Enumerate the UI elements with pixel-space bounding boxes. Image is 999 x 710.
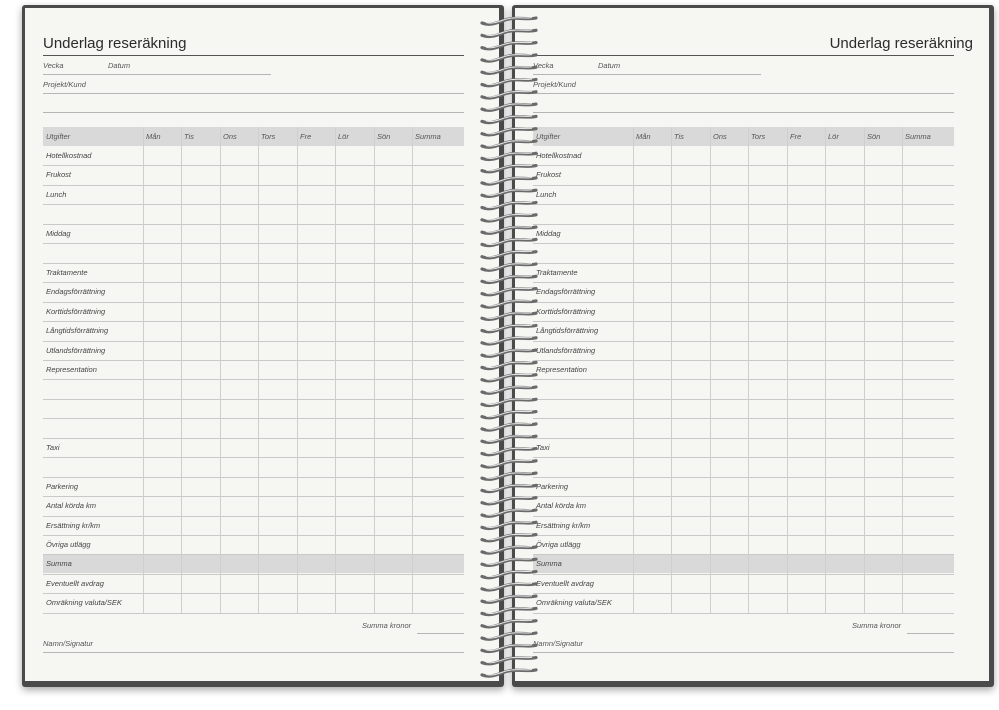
projekt-line[interactable] <box>533 93 954 94</box>
table-row[interactable] <box>43 554 464 555</box>
table-row-label: Övriga utlägg <box>46 540 91 549</box>
table-row-label: Eventuellt avdrag <box>46 578 104 588</box>
table-header-cell: Lör <box>828 132 839 141</box>
table-row[interactable] <box>533 341 954 342</box>
table-row[interactable] <box>533 457 954 458</box>
table-column-divider <box>412 127 413 613</box>
projekt-line-2[interactable] <box>43 112 464 113</box>
summa-kronor-line[interactable] <box>417 633 464 634</box>
table-row-label: Frukost <box>536 170 562 180</box>
table-row-label: Parkering <box>46 481 79 491</box>
table-header-cell: Utgifter <box>46 132 71 141</box>
vecka-label: Vecka <box>533 61 554 70</box>
notebook-page-left <box>25 8 499 681</box>
table-column-divider <box>671 127 672 613</box>
spiral-ring <box>482 165 536 172</box>
table-header-cell: Tis <box>674 132 684 141</box>
table-column-divider <box>258 127 259 613</box>
spiral-ring <box>482 288 536 295</box>
spiral-ring <box>482 30 536 37</box>
table-row-label: Summa <box>536 559 562 569</box>
spiral-ring <box>482 251 536 258</box>
table-row[interactable] <box>43 341 464 342</box>
table-column-divider <box>335 127 336 613</box>
table-row[interactable] <box>533 263 954 264</box>
spiral-ring <box>482 460 536 467</box>
spiral-ring <box>482 497 536 504</box>
spiral-ring <box>482 54 536 61</box>
table-row[interactable] <box>533 399 954 400</box>
spiral-ring <box>482 227 536 234</box>
spiral-ring <box>482 399 536 406</box>
table-row[interactable] <box>533 185 954 186</box>
spiral-ring <box>482 67 536 74</box>
spiral-ring <box>482 18 536 25</box>
table-column-divider <box>220 127 221 613</box>
table-row-label: Traktamente <box>46 267 88 277</box>
spiral-ring <box>482 104 536 111</box>
spiral-ring <box>482 190 536 197</box>
spiral-ring <box>482 350 536 357</box>
spiral-ring <box>482 239 536 246</box>
table-row-label: Omräkning valuta/SEK <box>46 598 122 608</box>
table-row-label: Ersättning kr/km <box>536 520 591 530</box>
table-header-cell: Utgifter <box>536 132 561 141</box>
table-header-cell: Ons <box>223 132 237 141</box>
spiral-ring <box>482 214 536 221</box>
table-row[interactable] <box>43 302 464 303</box>
datum-line[interactable] <box>43 74 271 75</box>
projekt-label: Projekt/Kund <box>43 80 86 89</box>
table-row[interactable] <box>533 418 954 419</box>
title-rule <box>533 55 954 56</box>
spiral-ring <box>482 620 536 627</box>
table-row[interactable] <box>533 360 954 361</box>
datum-label: Datum <box>598 61 621 70</box>
table-row-label: Utlandsförrättning <box>46 345 106 355</box>
table-row[interactable] <box>43 593 464 594</box>
spiral-ring <box>482 645 536 652</box>
table-row[interactable] <box>43 574 464 575</box>
table-row-label: Korttidsförrättning <box>536 306 596 316</box>
table-row-label: Lunch <box>536 189 557 199</box>
table-row[interactable] <box>533 204 954 205</box>
spiral-ring <box>482 141 536 148</box>
table-column-divider <box>374 127 375 613</box>
table-column-divider <box>143 127 144 613</box>
spiral-ring <box>482 313 536 320</box>
table-header-cell: Tis <box>184 132 194 141</box>
table-row-label: Taxi <box>536 442 550 452</box>
spiral-ring <box>482 116 536 123</box>
spiral-ring <box>482 448 536 455</box>
table-row[interactable] <box>533 535 954 536</box>
table-row-label: Antal körda km <box>536 501 587 511</box>
table-column-divider <box>787 127 788 613</box>
table-row[interactable] <box>533 593 954 594</box>
table-row[interactable] <box>533 574 954 575</box>
projekt-label: Projekt/Kund <box>533 80 576 89</box>
table-header <box>43 127 464 146</box>
table-row[interactable] <box>533 613 954 614</box>
page-title: Underlag reseräkning <box>43 35 187 52</box>
spiral-ring <box>482 522 536 529</box>
table-row-label: Långtidsförrättning <box>46 326 109 336</box>
page-title: Underlag reseräkning <box>829 35 973 52</box>
table-row-label: Endagsförrättning <box>46 287 106 297</box>
datum-line[interactable] <box>533 74 761 75</box>
summa-row-shade <box>533 554 954 573</box>
table-row-label: Representation <box>536 364 587 374</box>
table-column-divider <box>748 127 749 613</box>
table-row[interactable] <box>533 477 954 478</box>
table-header-cell: Tors <box>751 132 766 141</box>
table-row[interactable] <box>43 399 464 400</box>
table-column-divider <box>633 127 634 613</box>
table-row[interactable] <box>43 457 464 458</box>
namn-signatur-line[interactable] <box>43 652 464 653</box>
table-row[interactable] <box>43 263 464 264</box>
spiral-ring <box>482 436 536 443</box>
table-row[interactable] <box>43 418 464 419</box>
table-row-label: Traktamente <box>536 267 578 277</box>
table-row-label: Hotellkostnad <box>536 151 582 160</box>
title-rule <box>43 55 464 56</box>
spiral-ring <box>482 153 536 160</box>
spiral-ring <box>482 79 536 86</box>
spiral-ring <box>482 411 536 418</box>
spiral-ring <box>482 42 536 49</box>
summa-row-shade <box>43 554 464 573</box>
table-row-label: Långtidsförrättning <box>536 326 599 336</box>
namn-signatur-label: Namn/Signatur <box>43 639 94 648</box>
table-row-label: Övriga utlägg <box>536 540 581 549</box>
table-header-cell: Summa <box>415 132 441 141</box>
spiral-ring <box>482 177 536 184</box>
spiral-ring <box>482 362 536 369</box>
table-row-label: Middag <box>46 228 71 238</box>
spiral-ring <box>482 546 536 553</box>
table-row[interactable] <box>43 379 464 380</box>
spiral-ring <box>482 485 536 492</box>
spiral-ring <box>482 583 536 590</box>
spiral-ring <box>482 559 536 566</box>
spiral-ring <box>482 596 536 603</box>
table-row[interactable] <box>43 516 464 517</box>
table-row[interactable] <box>43 613 464 614</box>
table-header-cell: Ons <box>713 132 727 141</box>
table-row[interactable] <box>43 185 464 186</box>
table-row[interactable] <box>43 204 464 205</box>
table-row[interactable] <box>533 282 954 283</box>
spiral-ring <box>482 202 536 209</box>
projekt-line[interactable] <box>43 93 464 94</box>
table-row-label: Korttidsförrättning <box>46 306 106 316</box>
namn-signatur-label: Namn/Signatur <box>533 639 584 648</box>
summa-kronor-label: Summa kronor <box>852 621 902 630</box>
spiral-ring <box>482 571 536 578</box>
spiral-ring <box>482 264 536 271</box>
table-row-label: Eventuellt avdrag <box>536 578 594 588</box>
spiral-ring <box>482 473 536 480</box>
summa-kronor-line[interactable] <box>907 633 954 634</box>
table-header <box>533 127 954 146</box>
spiral-ring <box>482 128 536 135</box>
table-row[interactable] <box>43 282 464 283</box>
table-row-label: Summa <box>46 559 72 569</box>
table-row[interactable] <box>533 516 954 517</box>
spiral-ring <box>482 534 536 541</box>
table-row-label: Parkering <box>536 481 569 491</box>
table-column-divider <box>181 127 182 613</box>
table-row[interactable] <box>533 302 954 303</box>
table-header-cell: Sön <box>867 132 881 141</box>
table-row-label: Frukost <box>46 170 72 180</box>
table-row[interactable] <box>43 321 464 322</box>
spiral-ring <box>482 669 536 676</box>
spiral-binding <box>478 8 540 688</box>
table-row[interactable] <box>533 379 954 380</box>
spiral-ring <box>482 374 536 381</box>
table-row-label: Taxi <box>46 442 60 452</box>
table-row[interactable] <box>43 496 464 497</box>
table-row-label: Omräkning valuta/SEK <box>536 598 612 608</box>
table-column-divider <box>825 127 826 613</box>
table-header-cell: Fre <box>790 132 802 141</box>
table-row[interactable] <box>533 321 954 322</box>
table-column-divider <box>864 127 865 613</box>
datum-label: Datum <box>108 61 131 70</box>
table-row[interactable] <box>533 496 954 497</box>
table-row-label: Representation <box>46 364 97 374</box>
spiral-ring <box>482 387 536 394</box>
table-column-divider <box>297 127 298 613</box>
table-row[interactable] <box>533 554 954 555</box>
vecka-label: Vecka <box>43 61 64 70</box>
table-row-label: Hotellkostnad <box>46 151 92 160</box>
spiral-ring <box>482 91 536 98</box>
table-header-cell: Sön <box>377 132 391 141</box>
spiral-ring <box>482 325 536 332</box>
table-header-cell: Lör <box>338 132 349 141</box>
table-row[interactable] <box>533 224 954 225</box>
table-row-label: Middag <box>536 228 561 238</box>
table-row-label: Antal körda km <box>46 501 97 511</box>
table-row[interactable] <box>43 360 464 361</box>
projekt-line-2[interactable] <box>533 112 954 113</box>
table-row[interactable] <box>43 243 464 244</box>
namn-signatur-line[interactable] <box>533 652 954 653</box>
spiral-ring <box>482 657 536 664</box>
table-row-label: Endagsförrättning <box>536 287 596 297</box>
spiral-ring <box>482 633 536 640</box>
spiral-ring <box>482 300 536 307</box>
table-row[interactable] <box>533 243 954 244</box>
table-header-cell: Fre <box>300 132 312 141</box>
table-row[interactable] <box>533 438 954 439</box>
table-row-label: Ersättning kr/km <box>46 520 101 530</box>
spiral-ring <box>482 510 536 517</box>
summa-kronor-label: Summa kronor <box>362 621 412 630</box>
table-header-cell: Summa <box>905 132 931 141</box>
table-row[interactable] <box>43 224 464 225</box>
table-row[interactable] <box>43 438 464 439</box>
table-column-divider <box>710 127 711 613</box>
notebook-page-right <box>515 8 989 681</box>
table-row[interactable] <box>533 165 954 166</box>
table-row-label: Utlandsförrättning <box>536 345 596 355</box>
spiral-ring <box>482 337 536 344</box>
table-header-cell: Mån <box>636 132 651 141</box>
table-row[interactable] <box>43 535 464 536</box>
table-header-cell: Tors <box>261 132 276 141</box>
table-row[interactable] <box>43 477 464 478</box>
spiral-ring <box>482 423 536 430</box>
table-column-divider <box>902 127 903 613</box>
table-row-label: Lunch <box>46 189 67 199</box>
spiral-ring <box>482 608 536 615</box>
spiral-ring <box>482 276 536 283</box>
table-header-cell: Mån <box>146 132 161 141</box>
table-row[interactable] <box>43 165 464 166</box>
